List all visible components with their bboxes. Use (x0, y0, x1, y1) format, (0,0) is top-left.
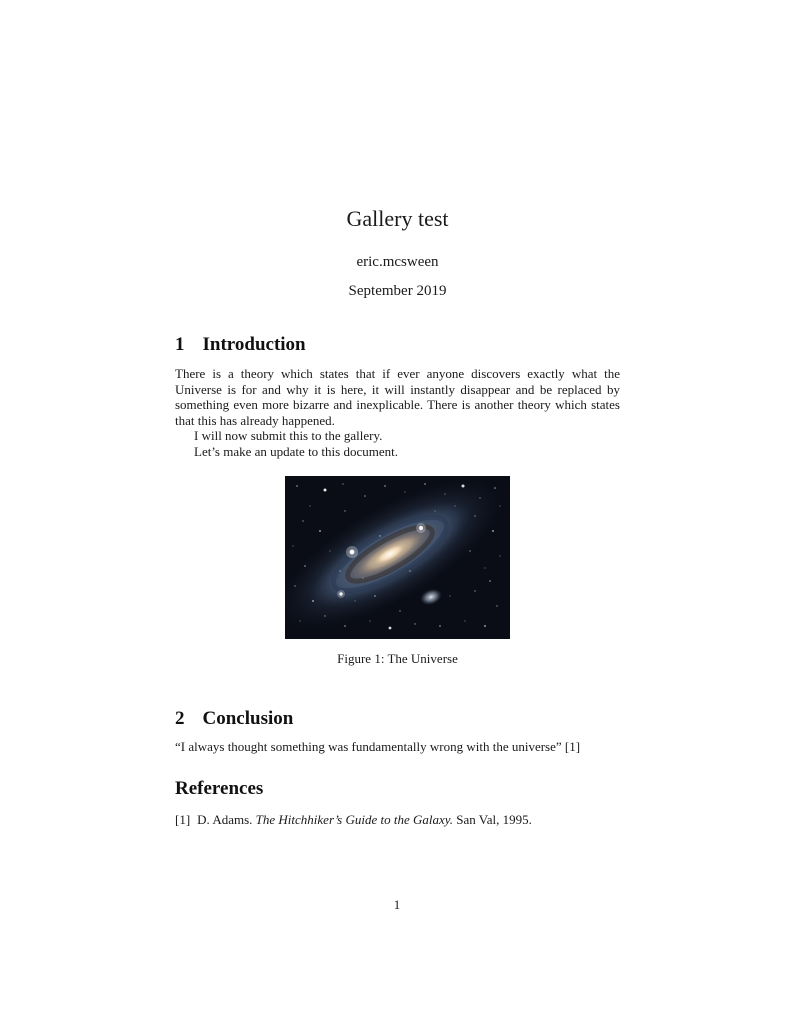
document-title: Gallery test (346, 206, 449, 231)
figure-caption: Figure 1: The Universe (337, 651, 458, 666)
document-date: September 2019 (348, 283, 447, 299)
document-content (175, 0, 620, 828)
galaxy-image (285, 476, 510, 639)
reference-entry-1 (175, 812, 620, 828)
references-heading: References (175, 777, 264, 799)
reference-label: [1] (175, 811, 191, 827)
section-number: 2 (175, 708, 185, 729)
introduction-paragraph-3: Let’s make an update to this document. (194, 443, 398, 459)
section-introduction-heading (175, 333, 620, 356)
reference-text (197, 812, 532, 828)
section-conclusion-heading (175, 707, 620, 730)
document-author: eric.mcsween (356, 254, 439, 270)
introduction-paragraph-2: I will now submit this to the gallery. (194, 428, 383, 443)
reference-title: The Hitchhiker’s Guide to the Galaxy. (255, 811, 454, 827)
reference-publisher: San Val, 1995. (456, 811, 532, 827)
conclusion-quote: “I always thought something was fundamentally wrong with the universe” [1] (175, 739, 581, 754)
section-title: Introduction (202, 334, 306, 355)
reference-author: D. Adams. (197, 811, 253, 827)
page-number: 1 (393, 897, 401, 912)
figure-1 (285, 476, 510, 639)
section-title: Conclusion (202, 708, 294, 729)
introduction-paragraph-1: There is a theory which states that if ever anyone discovers exactly what the Universe is for and why it is here, it will instantly disappear and be replaced by something even more bizarre and inexplicable. There is another theory which states that this has already happened. (175, 366, 620, 428)
section-number: 1 (175, 334, 185, 355)
